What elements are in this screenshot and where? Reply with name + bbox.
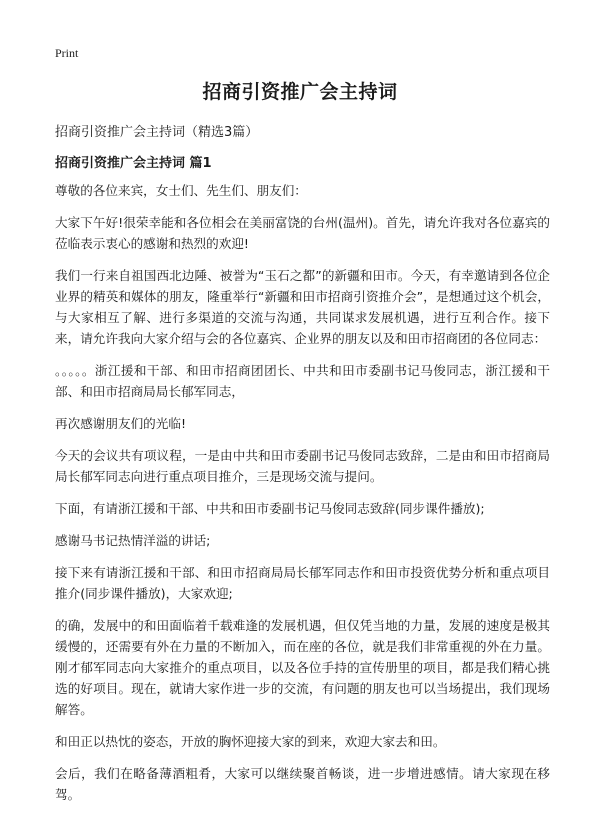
document-subtitle: 招商引资推广会主持词（精选3篇） xyxy=(55,125,259,140)
paragraph-agenda: 今天的会议共有项议程，一是由中共和田市委副书记马俊同志致辞，二是由和田市招商局局长郁军同志向进行重点项目推介，三是现场交流与提问。 xyxy=(55,448,550,484)
paragraph-speech-invite: 下面，有请浙江援和干部、中共和田市委副书记马俊同志致辞(同步课件播放); xyxy=(55,501,485,516)
paragraph-welcome: 大家下午好!很荣幸能和各位相会在美丽富饶的台州(温州)。首先，请允许我对各位嘉宾的莅临表示衷心的感谢和热烈的欢迎! xyxy=(55,215,550,251)
paragraph-thanks: 再次感谢朋友们的光临! xyxy=(55,416,186,431)
paragraph-speech-thanks: 感谢马书记热情洋溢的讲话; xyxy=(55,533,211,548)
section-heading: 招商引资推广会主持词 篇1 xyxy=(55,156,212,171)
document-body xyxy=(55,180,550,816)
paragraph-greeting: 尊敬的各位来宾，女士们、先生们、朋友们： xyxy=(55,183,307,198)
paragraph-introduction: 我们一行来自祖国西北边陲、被誉为“玉石之都”的新疆和田市。今天，有幸邀请到各位企业界的精英和媒体的朋友，隆重举行“新疆和田市招商引资推介会”，是想通过这个机会，与大家相互了解、进行多渠道的交流与沟通，共同谋求发展机遇，进行互利合作。接下来，请允许我向大家介绍与会的各位嘉宾、企业界的朋友以及和田市招商团的各位同志： xyxy=(55,268,550,346)
paragraph-opportunity: 的确，发展中的和田面临着千载难逢的发展机遇，但仅凭当地的力量，发展的速度是极其缓慢的，还需要有外在力量的不断加入，而在座的各位，就是我们非常重视的外在力量。刚才郁军同志向大家推介的重点项目，以及各位手持的宣传册里的项目，都是我们精心挑选的好项目。现在，就请大家作进一步的交流，有问题的朋友也可以当场提出，我们现场解答。 xyxy=(55,618,550,717)
paragraph-closing: 会后，我们在略备薄酒粗肴，大家可以继续聚首畅谈，进一步增进感情。请大家现在移驾。 xyxy=(55,766,550,802)
paragraph-guest-list: 。。。。。浙江援和干部、和田市招商团团长、中共和田市委副书记马俊同志，浙江援和干部、和田市招商局局长郁军同志， xyxy=(55,363,550,399)
paragraph-welcome-hotan: 和田正以热忱的姿态，开放的胸怀迎接大家的到来，欢迎大家去和田。 xyxy=(55,734,446,749)
paragraph-project-invite: 接下来有请浙江援和干部、和田市招商局局长郁军同志作和田市投资优势分析和重点项目推介(同步课件播放)，大家欢迎; xyxy=(55,565,550,601)
document-title: 招商引资推广会主持词 xyxy=(202,81,398,103)
print-link[interactable]: Print xyxy=(55,46,79,60)
